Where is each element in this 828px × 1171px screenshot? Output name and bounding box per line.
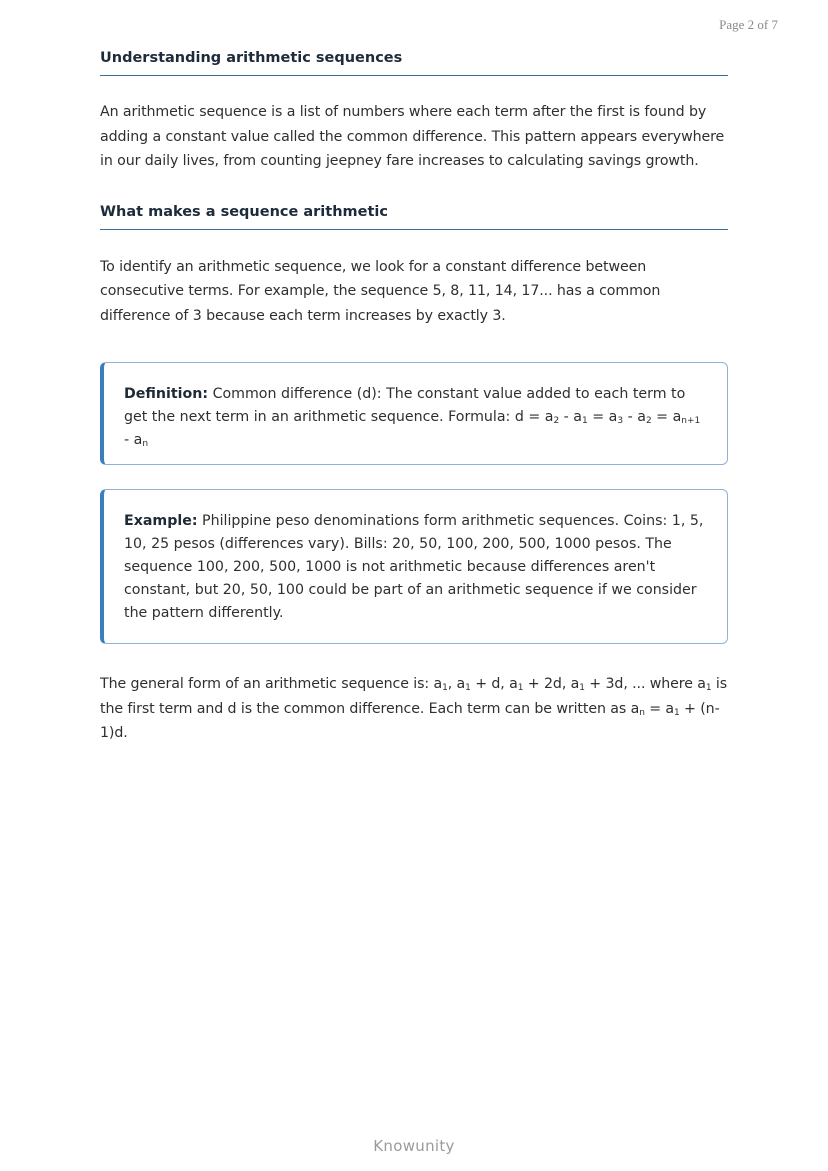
formula-subscript: 2	[645, 416, 652, 426]
formula-subscript: 3	[617, 416, 624, 426]
formula-subscript: n+1	[681, 416, 701, 426]
definition-text: Common difference (d): The constant value added to each term to get the next term in an arithmetic sequence. Formula:	[124, 386, 686, 425]
formula-subscript: n	[142, 439, 149, 449]
general-form-subscript: 1	[517, 683, 524, 693]
page-content	[100, 50, 728, 746]
example-text: Philippine peso denominations form arithmetic sequences. Coins: 1, 5, 10, 25 pesos (differences vary). Bills: 20, 50, 100, 200, 500, 1000 pesos. The sequence 100, 200, 500, 1000 is not arithmetic because differences aren't constant, but 20, 50, 100 could be part of an arithmetic sequence if we consider the pattern differently.	[124, 513, 704, 621]
general-form-text: + 3d, ... where a	[584, 676, 706, 692]
general-form-text: + d, a	[470, 676, 518, 692]
section-heading-understanding: Understanding arithmetic sequences	[100, 50, 728, 76]
general-form-subscript: 1	[674, 707, 680, 718]
general-form-text: is the first term and d is the common difference. Each term can be written as a	[100, 676, 728, 717]
intro-paragraph: An arithmetic sequence is a list of numbers where each term after the first is found by adding a constant value called the common difference. This pattern appears everywhere in our daily lives, from counting jeepney fare increases to calculating savings growth.	[100, 104, 725, 169]
general-form-text: + (n-1)d.	[100, 700, 720, 741]
general-form-text: The general form of an arithmetic sequence is: a	[100, 676, 443, 692]
example-label: Example:	[124, 513, 198, 529]
formula-text: - a	[559, 409, 583, 425]
formula-text: = a	[587, 409, 618, 425]
section-heading-what-makes: What makes a sequence arithmetic	[100, 204, 728, 230]
general-form-subscript: 1	[465, 683, 471, 693]
formula-text: - a	[623, 409, 646, 425]
formula-subscript: 2	[553, 416, 560, 426]
formula-text: = a	[651, 409, 682, 425]
general-form-text: + 2d, a	[523, 676, 580, 692]
general-form-subscript: 1	[705, 683, 712, 693]
general-form-text: , a	[447, 676, 466, 692]
general-form-subscript: 1	[442, 683, 448, 693]
general-form-paragraph	[100, 672, 728, 746]
general-form-subscript: 1	[579, 683, 585, 693]
footer-brand: Knowunity	[373, 1137, 455, 1155]
general-form-text: = a	[644, 700, 674, 717]
formula-text: d = a	[514, 409, 554, 425]
page-number: Page 2 of 7	[719, 17, 778, 32]
formula-text: - a	[124, 432, 143, 448]
example-callout	[100, 489, 728, 644]
definition-callout	[100, 362, 728, 465]
formula-subscript: 1	[582, 416, 588, 426]
general-form-subscript: n	[639, 707, 645, 718]
identify-paragraph: To identify an arithmetic sequence, we look for a constant difference between consecutive terms. For example, the sequence 5, 8, 11, 14, 17... has a common difference of 3 because each term increases by exactly 3.	[100, 258, 661, 324]
definition-label: Definition:	[124, 386, 209, 402]
